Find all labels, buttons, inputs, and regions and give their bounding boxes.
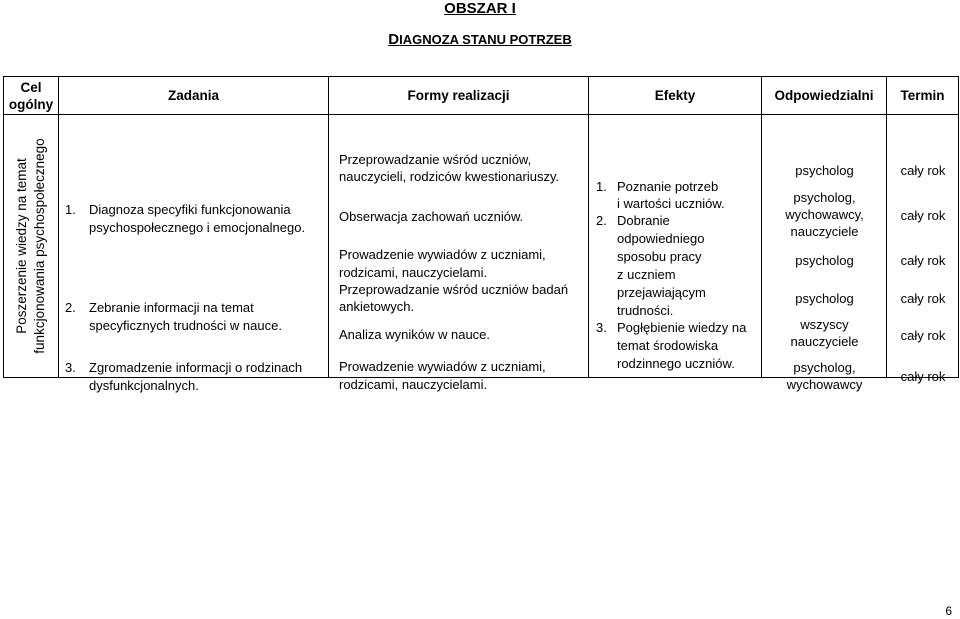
- efekt-line: Poznanie potrzeb: [617, 179, 719, 194]
- efekt-line: odpowiedniego: [617, 231, 705, 246]
- odpowiedzialny-entry: psycholog, wychowawcy, nauczyciele: [785, 190, 864, 239]
- formy-cell: [329, 115, 589, 392]
- odpowiedzialny-entry: psycholog: [795, 253, 854, 268]
- forma-line: nauczycieli, rodziców kwestionariuszy.: [339, 169, 560, 184]
- list-number: 3.: [596, 320, 607, 335]
- list-item: psychospołecznego i emocjonalnego.: [89, 220, 306, 235]
- cel-ogolny-cell: [4, 115, 59, 378]
- list-number: 1.: [65, 202, 76, 217]
- forma-line: rodzicami, nauczycielami.: [339, 377, 488, 392]
- list-item: Zgromadzenie informacji o rodzinach: [89, 360, 303, 375]
- efekt-line: Pogłębienie wiedzy na: [617, 320, 747, 335]
- list-number: 1.: [596, 179, 607, 194]
- odpowiedzialny-entry: psycholog: [795, 163, 854, 178]
- forma-line: Prowadzenie wywiadów z uczniami,: [339, 247, 546, 262]
- column-header-efekty: Efekty: [589, 77, 762, 115]
- list-item: Zebranie informacji na temat: [89, 300, 254, 315]
- efekt-line: trudności.: [617, 303, 674, 318]
- list-number: 3.: [65, 360, 76, 375]
- termin-entry: cały rok: [900, 291, 946, 306]
- termin-entry: cały rok: [900, 369, 946, 384]
- forma-line: Analiza wyników w nauce.: [339, 327, 491, 342]
- section-subtitle: DIAGNOZA STANU POTRZEB: [388, 31, 572, 48]
- efekt-line: rodzinnego uczniów.: [617, 356, 735, 371]
- cel-ogolny-line: funkcjonowania psychospołecznego: [32, 138, 47, 354]
- column-header-formy: Formy realizacji: [329, 77, 589, 115]
- efekt-line: z uczniem: [617, 267, 676, 282]
- odpowiedzialni-cell: [762, 115, 887, 392]
- forma-line: ankietowych.: [339, 299, 415, 314]
- column-header-zadania: Zadania: [59, 77, 329, 115]
- column-header-cel: Cel ogólny: [4, 77, 59, 115]
- efekt-line: sposobu pracy: [617, 249, 702, 264]
- forma-line: Obserwacja zachowań uczniów.: [339, 209, 524, 224]
- plan-table: [3, 76, 959, 393]
- list-item: dysfunkcjonalnych.: [89, 378, 199, 393]
- cel-ogolny-line: Poszerzenie wiedzy na temat: [14, 158, 29, 334]
- list-number: 2.: [65, 300, 76, 315]
- list-item: specyficznych trudności w nauce.: [89, 318, 282, 333]
- efekty-cell: [589, 115, 762, 378]
- forma-line: Przeprowadzanie wśród uczniów badań: [339, 282, 569, 297]
- forma-line: Prowadzenie wywiadów z uczniami,: [339, 359, 546, 374]
- efekt-line: przejawiającym: [617, 285, 706, 300]
- table-row: [4, 115, 959, 378]
- odpowiedzialny-entry: psycholog, wychowawcy: [786, 360, 863, 392]
- page-number: 6: [945, 604, 952, 618]
- odpowiedzialny-entry: psycholog: [795, 291, 854, 306]
- section-title: OBSZAR I: [444, 0, 516, 17]
- efekt-line: temat środowiska: [617, 338, 719, 353]
- odpowiedzialny-entry: wszyscy nauczyciele: [790, 317, 859, 349]
- forma-line: rodzicami, nauczycielami.: [339, 265, 488, 280]
- column-header-odpowiedzialni: Odpowiedzialni: [762, 77, 887, 115]
- zadania-cell: [59, 115, 329, 393]
- termin-entry: cały rok: [900, 163, 946, 178]
- termin-entry: cały rok: [900, 253, 946, 268]
- termin-entry: cały rok: [900, 328, 946, 343]
- efekt-line: Dobranie: [617, 213, 670, 228]
- list-item: Diagnoza specyfiki funkcjonowania: [89, 202, 291, 217]
- efekt-line: i wartości uczniów.: [617, 196, 725, 211]
- column-header-termin: Termin: [887, 77, 959, 115]
- list-number: 2.: [596, 213, 607, 228]
- forma-line: Przeprowadzanie wśród uczniów,: [339, 152, 532, 167]
- table-header-row: [4, 77, 959, 115]
- termin-cell: [887, 115, 959, 384]
- termin-entry: cały rok: [900, 208, 946, 223]
